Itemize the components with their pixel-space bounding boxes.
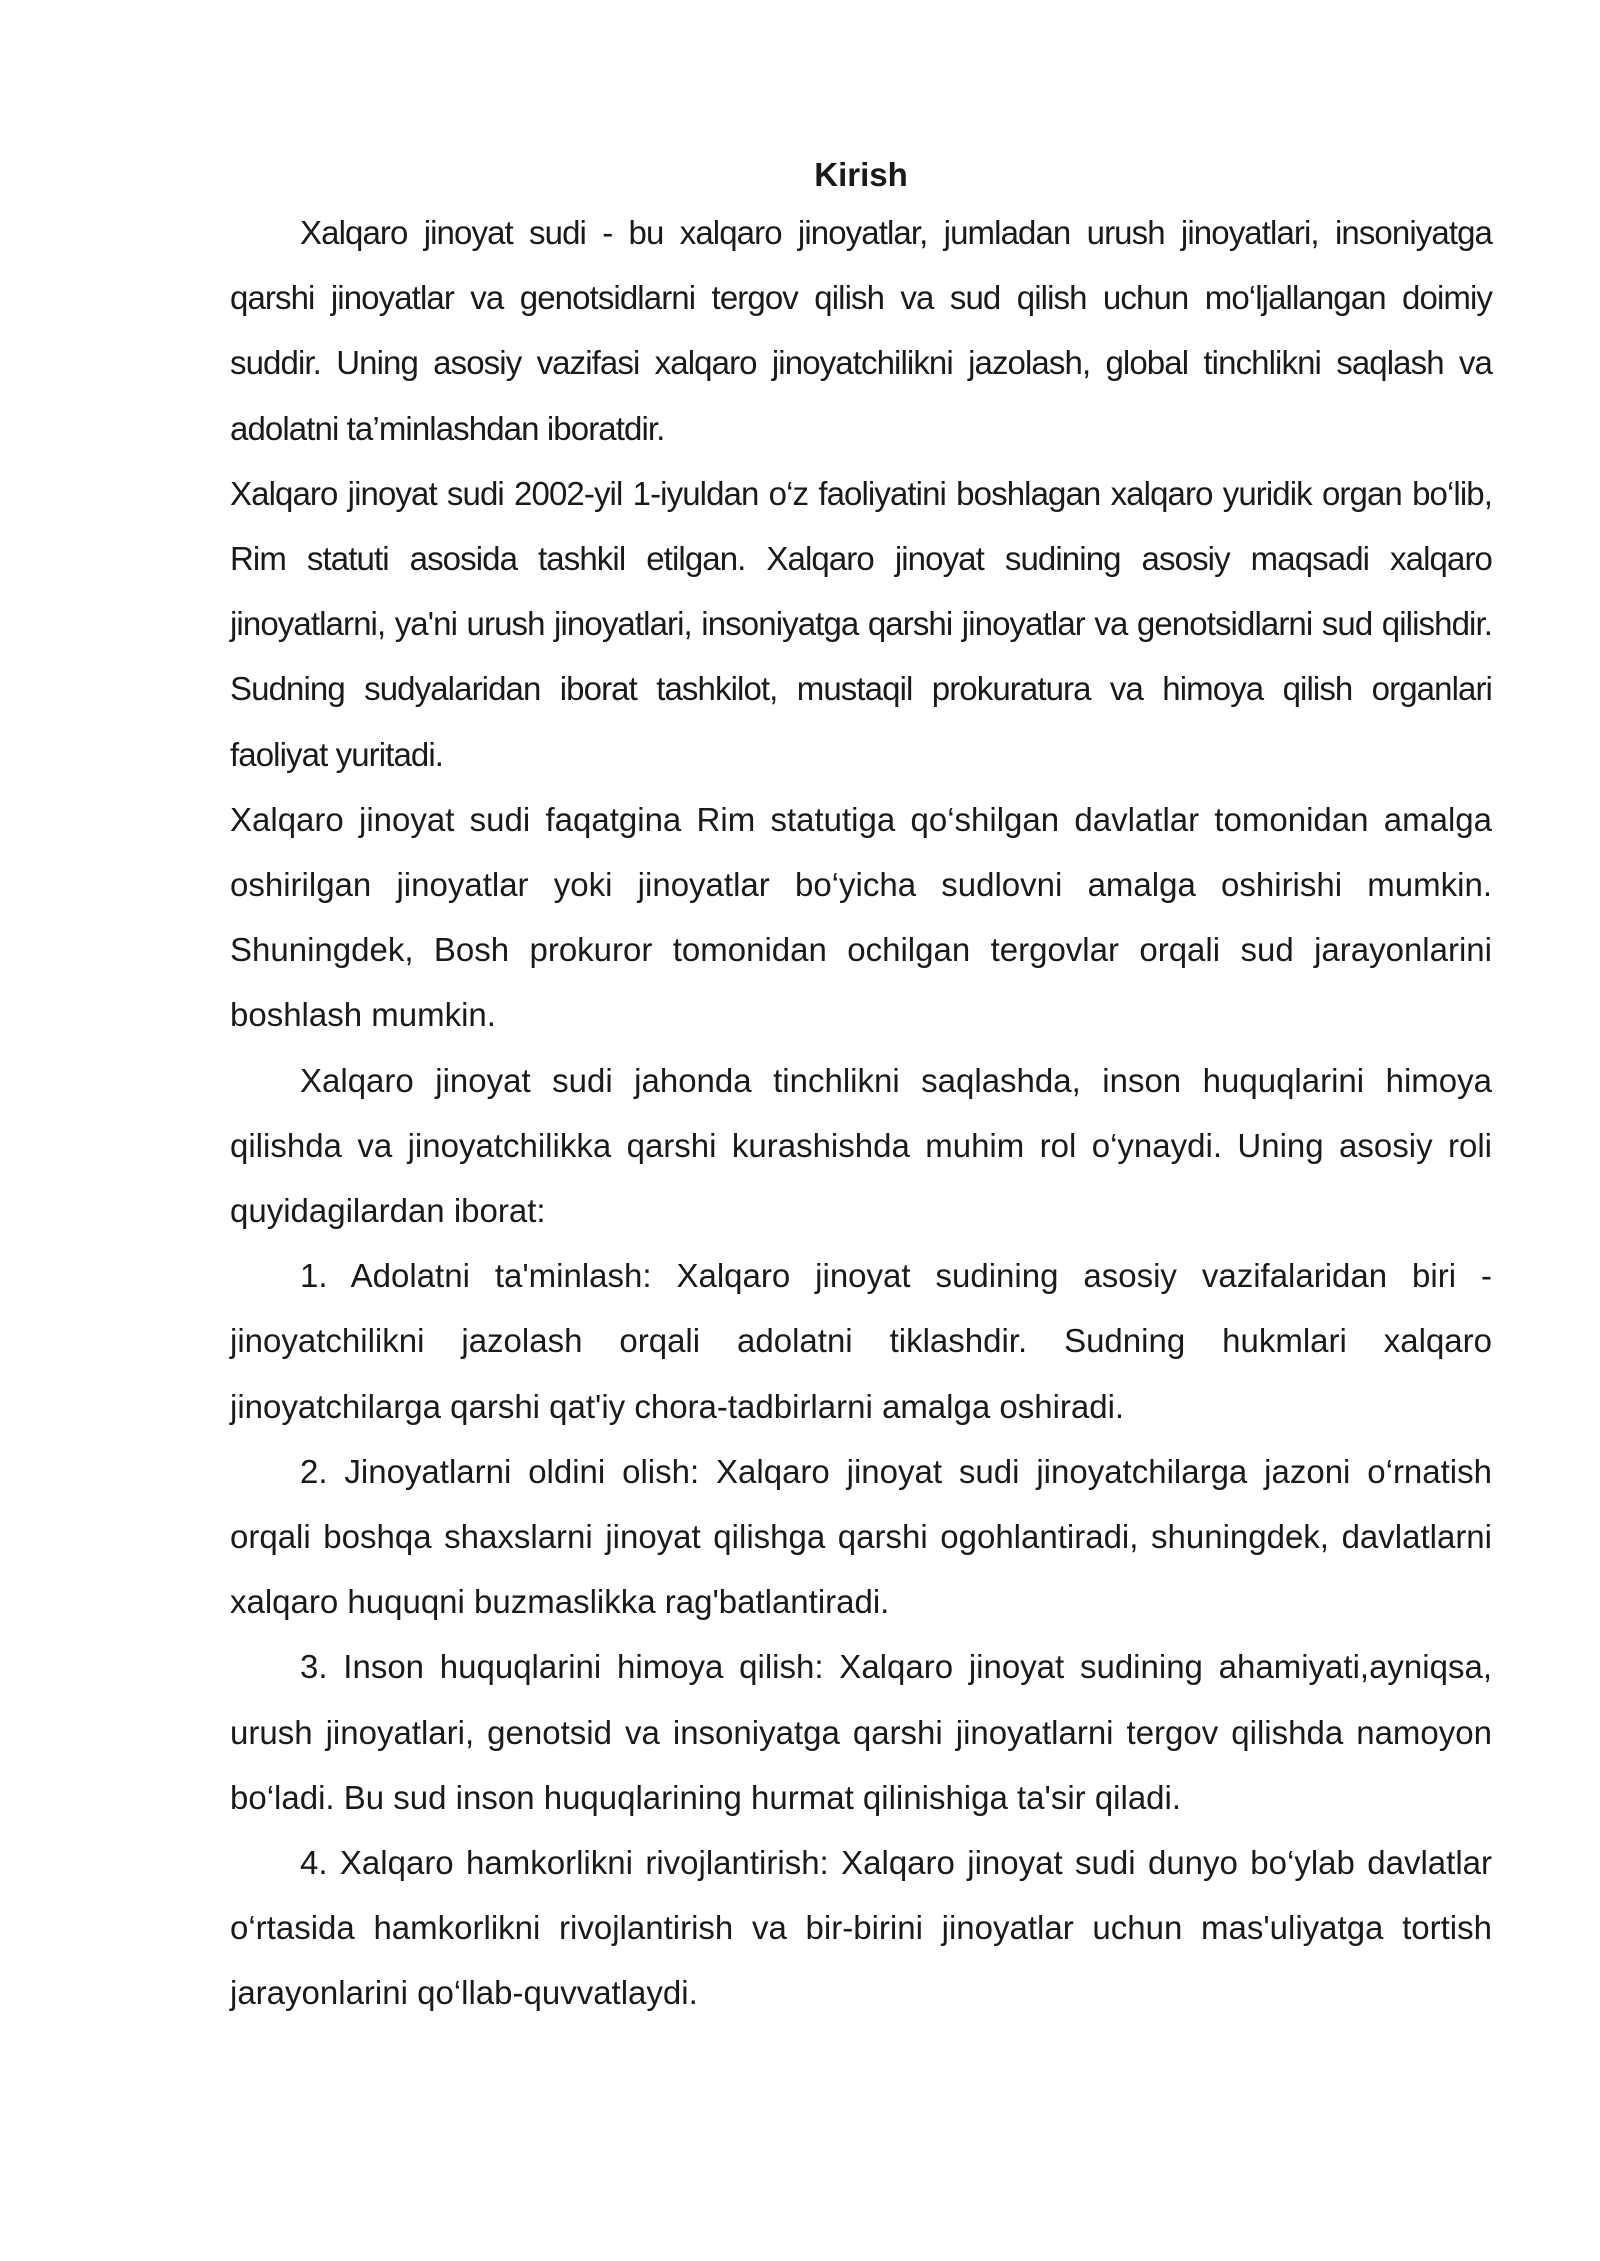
page-title: Kirish — [814, 156, 908, 193]
paragraph-intro: Xalqaro jinoyat sudi - bu xalqaro jinoyatlar, jumladan urush jinoyatlari, insoniyatga qarshi jinoyatlar va genotsidlarni tergov qilish va sud qilish uchun mo‘ljallangan doimiy suddir. Uning asosiy vazifasi xalqaro jinoyatchilikni jazolash, global tinchlikni saqlash va adolatni ta’minlashdan iboratdir. — [230, 214, 1492, 447]
paragraph-history: Xalqaro jinoyat sudi 2002-yil 1-iyuldan o‘z faoliyatini boshlagan xalqaro yuridik organ bo‘lib, Rim statuti asosida tashkil etilgan. Xalqaro jinoyat sudining asosiy maqsadi xalqaro jinoyatlarni, ya'ni urush jinoyatlari, insoniyatga qarshi jinoyatlar va genotsidlarni sud qilishdir. Sudning sudyalaridan iborat tashkilot, mustaqil prokuratura va himoya qilish organlari faoliyat yuritadi. — [230, 474, 1492, 773]
list-item-prevention: 2. Jinoyatlarni oldini olish: Xalqaro jinoyat sudi jinoyatchilarga jazoni o‘rnatish orqali boshqa shaxslarni jinoyat qilishga qarshi ogohlantiradi, shuningdek, davlatlarni xalqaro huquqni buzmaslikka rag'batlantiradi. — [230, 1452, 1492, 1621]
list-item-justice: 1. Adolatni ta'minlash: Xalqaro jinoyat sudining asosiy vazifalaridan biri - jinoyatchilikni jazolash orqali adolatni tiklashdir. Sudning hukmlari xalqaro jinoyatchilarga qarshi qat'iy chora-tadbirlarni amalga oshiradi. — [230, 1257, 1492, 1425]
paragraph-jurisdiction: Xalqaro jinoyat sudi faqatgina Rim statutiga qo‘shilgan davlatlar tomonidan amalga oshirilgan jinoyatlar yoki jinoyatlar bo‘yicha sudlovni amalga oshirishi mumkin. Shuningdek, Bosh prokuror tomonidan ochilgan tergovlar orqali sud jarayonlarini boshlash mumkin. — [230, 800, 1492, 1034]
list-item-cooperation: 4. Xalqaro hamkorlikni rivojlantirish: Xalqaro jinoyat sudi dunyo bo‘ylab davlatlar o‘rtasida hamkorlikni rivojlantirish va bir-birini jinoyatlar uchun mas'uliyatga tortish jarayonlarini qo‘llab-quvvatlaydi. — [230, 1844, 1492, 2012]
document-body — [230, 150, 1492, 2026]
list-item-human-rights: 3. Inson huquqlarini himoya qilish: Xalqaro jinoyat sudining ahamiyati,ayniqsa, urush jinoyatlari, genotsid va insoniyatga qarshi jinoyatlarni tergov qilishda namoyon bo‘ladi. Bu sud inson huquqlarining hurmat qilinishiga ta'sir qiladi. — [230, 1648, 1492, 1816]
paragraph-role: Xalqaro jinoyat sudi jahonda tinchlikni saqlashda, inson huquqlarini himoya qilishda va jinoyatchilikka qarshi kurashishda muhim rol o‘ynaydi. Uning asosiy roli quyidagilardan iborat: — [230, 1061, 1492, 1230]
